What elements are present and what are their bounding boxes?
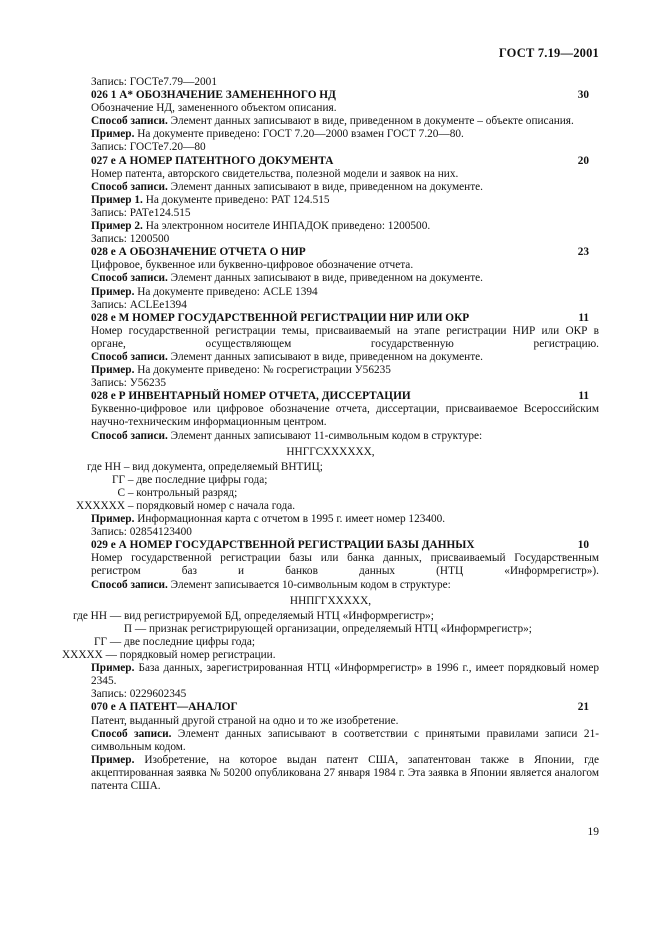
heading-text: 028 е Р ИНВЕНТАРНЫЙ НОМЕР ОТЧЕТА, ДИССЕРТАЦИИ [91, 390, 411, 403]
method-label: Способ записи. [91, 429, 168, 442]
structure-row [62, 610, 599, 623]
structure-row [62, 474, 599, 487]
method-text: Элемент данных записывают 11-символьным кодом в структуре: [167, 429, 483, 442]
structure-code-part: ХХХХХ [62, 649, 103, 662]
method-text: Элемент данных записывают в виде, приведенном на документе. [167, 272, 483, 285]
element-heading-028a [62, 246, 599, 259]
structure-row [62, 500, 599, 513]
example-label: Пример 1. [91, 193, 143, 206]
element-heading-028p [62, 390, 599, 403]
element-heading-029 [62, 539, 599, 552]
field-length: 30 [577, 89, 589, 102]
example-text: На документе приведено: PAT 124.515 [142, 193, 330, 206]
method-label: Способ записи. [91, 180, 168, 193]
method-line [62, 181, 599, 194]
method-line [62, 272, 599, 285]
structure-code-part: П [123, 622, 132, 635]
example-label: Пример. [91, 753, 135, 766]
element-heading-027 [62, 155, 599, 168]
example-line [62, 513, 599, 526]
record-line: Запись: 02854123400 [91, 526, 192, 539]
structure-desc: — две последние цифры года; [107, 635, 256, 648]
field-length: 20 [577, 154, 589, 167]
definition-line: Патент, выданный другой страной на одно и то же изобретение. [91, 714, 399, 727]
heading-text: 028 е М НОМЕР ГОСУДАРСТВЕННОЙ РЕГИСТРАЦИИ НИР ИЛИ ОКР [91, 311, 470, 324]
example-line [62, 286, 599, 299]
method-line [62, 351, 599, 364]
example-text: На документе приведено: № госрегистрации У56235 [134, 364, 391, 377]
record-line: Запись: PATе124.515 [91, 206, 191, 219]
structure-code-part: где НН [73, 609, 107, 622]
example-line [62, 364, 599, 377]
structure-row [62, 649, 599, 662]
field-length: 21 [577, 701, 589, 714]
structure-code: ННПГГХХХХХ, [289, 594, 372, 607]
heading-text: 026 1 А* ОБОЗНАЧЕНИЕ ЗАМЕНЕННОГО НД [91, 89, 336, 102]
method-line [62, 430, 599, 443]
heading-text: 070 е А ПАТЕНТ—АНАЛОГ [91, 701, 238, 714]
record-line: Запись: ACLEе1394 [91, 298, 187, 311]
page-number: 19 [587, 826, 599, 838]
example-label: Пример. [91, 128, 135, 141]
definition-paragraph: Буквенно-цифровое или цифровое обозначение отчета, диссертации, присваиваемое Всероссийским научно-техническим информационным центром. [91, 403, 599, 429]
method-paragraph [62, 728, 599, 754]
method-label: Способ записи. [91, 578, 168, 591]
structure-row [62, 623, 599, 636]
structure-code-part: где НН [87, 460, 121, 473]
example-text: На документе приведено: ГОСТ 7.20—2000 взамен ГОСТ 7.20—80. [134, 128, 464, 141]
field-length: 11 [578, 390, 589, 403]
example-label: Пример. [91, 364, 135, 377]
method-paragraph [62, 115, 599, 128]
example-text: Изобретение, на которое выдан патент США, запатентован также в Японии, где акцептированная заявка № 50200 опубликована 27 января 1984 г. Эта заявка в Японии является аналогом патента США. [91, 753, 599, 792]
example-text: На документе приведено: ACLE 1394 [134, 285, 318, 298]
method-text: Элемент данных записывают в виде, приведенном на документе. [167, 350, 483, 363]
structure-desc: — признак регистрирующей организации, определяемый НТЦ «Информрегистр»; [132, 622, 532, 635]
document-body [62, 76, 599, 793]
structure-desc: — вид регистрируемой БД, определяемый НТЦ «Информрегистр»; [107, 609, 434, 622]
example-line [62, 128, 599, 141]
structure-code-part: ГГ [93, 635, 107, 648]
element-heading-026 [62, 89, 599, 102]
method-line [62, 579, 599, 592]
definition-line: Номер патента, авторского свидетельства, полезной модели и заявок на них. [91, 167, 459, 180]
structure-row [62, 636, 599, 649]
field-length: 23 [577, 246, 589, 259]
method-label: Способ записи. [91, 727, 172, 740]
definition-line: Обозначение НД, замененного объектом описания. [91, 102, 337, 115]
structure-row [62, 461, 599, 474]
structure-desc: – порядковый номер с начала года. [125, 500, 296, 512]
example-paragraph [62, 662, 599, 688]
structure-desc: — порядковый номер регистрации. [102, 649, 276, 662]
definition-line: Цифровое, буквенное или буквенно-цифровое обозначение отчета. [91, 259, 414, 272]
method-text: Элемент данных записывают в виде, приведенном в документе – объекте описания. [167, 115, 574, 128]
structure-desc: – контрольный разряд; [125, 486, 238, 499]
example-text: На электронном носителе ИНПАДОК приведено: 1200500. [142, 220, 431, 233]
structure-code-part: ХХХХХХ [76, 500, 125, 512]
example-label: Пример. [91, 662, 135, 675]
record-line: Запись: 0229602345 [91, 688, 187, 701]
heading-text: 028 е А ОБОЗНАЧЕНИЕ ОТЧЕТА О НИР [91, 246, 306, 259]
method-label: Способ записи. [91, 115, 168, 128]
example-line [62, 194, 599, 207]
structure-row [62, 487, 599, 500]
structure-code-part: ГГ [111, 473, 125, 486]
structure-code: ННГГСХХХХХХ, [286, 445, 375, 458]
record-line: Запись: У56235 [91, 377, 166, 390]
method-label: Способ записи. [91, 272, 168, 285]
structure-desc: – две последние цифры года; [125, 473, 268, 486]
heading-text: 027 е А НОМЕР ПАТЕНТНОГО ДОКУМЕНТА [91, 154, 334, 167]
record-line: Запись: ГОСТе7.20—80 [91, 141, 206, 154]
example-label: Пример. [91, 285, 135, 298]
method-text: Элемент данных записывают в соответствии с принятыми правилами записи 21-символьным кодом. [91, 727, 599, 753]
heading-text: 029 е А НОМЕР ГОСУДАРСТВЕННОЙ РЕГИСТРАЦИИ БАЗЫ ДАННЫХ [91, 539, 475, 552]
example-paragraph [62, 754, 599, 793]
definition-paragraph: Номер государственной регистрации темы, присваиваемый на этапе регистрации НИР или ОКР в органе, осуществляющем государственную регистрацию. [91, 324, 599, 350]
example-text: Информационная карта с отчетом в 1995 г. имеет номер 123400. [134, 513, 446, 526]
method-label: Способ записи. [91, 350, 168, 363]
definition-paragraph: Номер государственной регистрации базы или банка данных, присваиваемый Государственным регистром баз и банков данных (НТЦ «Информрегистр»). [91, 552, 599, 578]
method-text: Элемент данных записывают в виде, приведенном на документе. [167, 180, 483, 193]
example-label: Пример. [91, 513, 135, 526]
field-length: 11 [578, 311, 589, 324]
running-header: ГОСТ 7.19—2001 [498, 46, 599, 60]
method-text: Элемент записывается 10-символьным кодом в структуре: [167, 578, 451, 591]
element-heading-028m [62, 312, 599, 325]
example-line [62, 220, 599, 233]
element-heading-070 [62, 701, 599, 714]
field-length: 10 [577, 539, 589, 552]
example-text: База данных, зарегистрированная НТЦ «Информрегистр» в 1996 г., имеет порядковый номер 2345. [91, 662, 599, 688]
example-label: Пример 2. [91, 220, 143, 233]
structure-desc: – вид документа, определяемый ВНТИЦ; [121, 460, 323, 473]
record-line: Запись: 1200500 [91, 233, 170, 246]
record-line: Запись: ГОСТе7.79—2001 [91, 76, 217, 88]
structure-code-part: С [117, 486, 125, 499]
